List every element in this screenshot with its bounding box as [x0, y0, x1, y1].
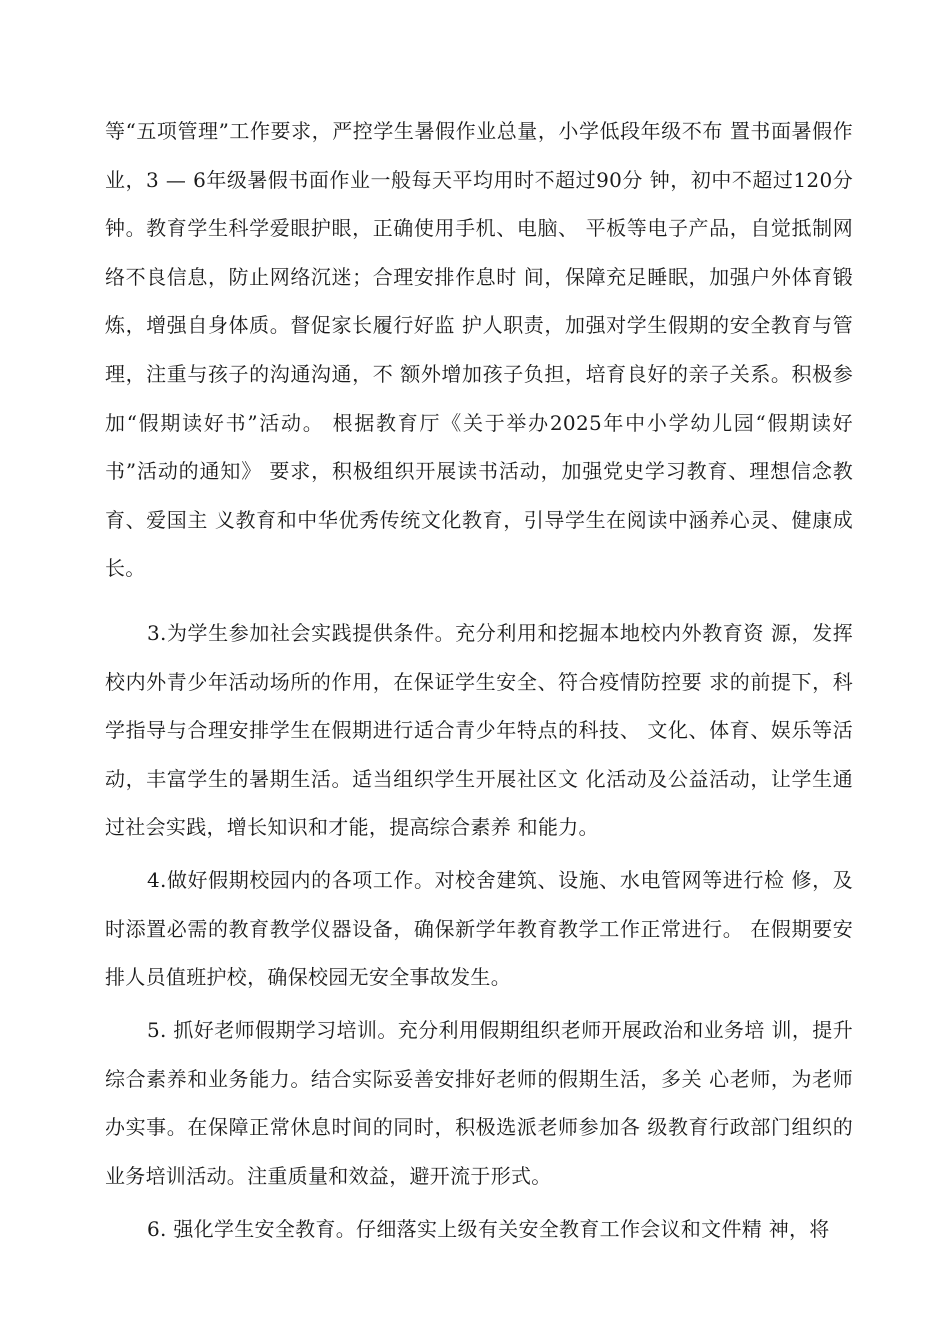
paragraph-teacher-training: 5. 抓好老师假期学习培训。充分利用假期组织老师开展政治和业务培 训，提升综合素养和业务能力。结合实际妥善安排好老师的假期生活，多关 心老师，为老师办实事。在保障正常休息时间的同时，积极选派老师参加各 级教育行政部门组织的业务培训活动。注重质量和效益，避开流于形式。	[105, 1018, 853, 1188]
paragraph-safety-education: 6. 强化学生安全教育。仔细落实上级有关安全教育工作会议和文件精 神，将	[147, 1217, 830, 1241]
paragraph-social-practice: 3.为学生参加社会实践提供条件。充分利用和挖掘本地校内外教育资 源，发挥校内外青少年活动场所的作用，在保证学生安全、符合疫情防控要 求的前提下，科学指导与合理安排学生在假期进行适合青少年特点的科技、 文化、体育、娱乐等活动，丰富学生的暑期生活。适当组织学生开展社区文 化活动及公益活动，让学生通过社会实践，增长知识和才能，提高综合素养 和能力。	[105, 621, 853, 840]
paragraph-homework-reading: 等“五项管理”工作要求，严控学生暑假作业总量，小学低段年级不布 置书面暑假作业，3 — 6年级暑假书面作业一般每天平均用时不超过90分 钟，初中不超过120分钟。教育学生科学爱眼护眼，正确使用手机、电脑、 平板等电子产品，自觉抵制网络不良信息，防止网络沉迷；合理安排作息时 间，保障充足睡眠，加强户外体育锻炼，增强自身体质。督促家长履行好监 护人职责，加强对学生假期的安全教育与管理，注重与孩子的沟通沟通，不 额外增加孩子负担，培育良好的亲子关系。积极参加“假期读好书”活动。 根据教育厅《关于举办2025年中小学幼儿园“假期读好书”活动的通知》 要求，积极组织开展读书活动，加强党史学习教育、理想信念教育、爱国主 义教育和中华优秀传统文化教育，引导学生在阅读中涵养心灵、健康成长。	[105, 119, 853, 581]
paragraph-campus-work: 4.做好假期校园内的各项工作。对校舍建筑、设施、水电管网等进行检 修，及时添置必需的教育教学仪器设备，确保新学年教育教学工作正常进行。 在假期要安排人员值班护校，确保校园无安全事故发生。	[105, 868, 853, 990]
